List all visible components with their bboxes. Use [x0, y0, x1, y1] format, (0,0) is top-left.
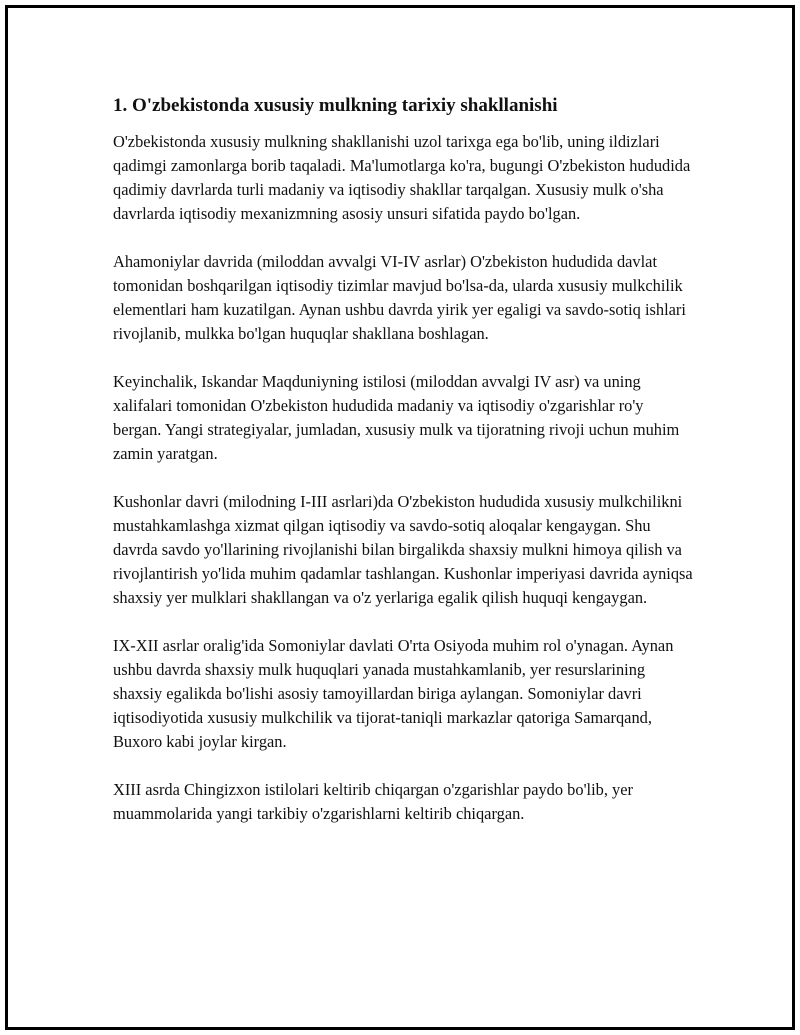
paragraph-3: Keyinchalik, Iskandar Maqduniyning istilosi (miloddan avvalgi IV asr) va uning xalifalari tomonidan O'zbekiston hududida madaniy va iqtisodiy o'zgarishlar ro'y bergan. Yangi strategiyalar, jumladan, xususiy mulk va tijoratning rivoji uchun muhim zamin yaratgan.	[113, 372, 680, 463]
paragraph-2: Ahamoniylar davrida (miloddan avvalgi VI-IV asrlar) O'zbekiston hududida davlat tomonidan boshqarilgan iqtisodiy tizimlar mavjud bo'lsa-da, ularda xususiy mulkchilik elementlari ham kuzatilgan. Aynan ushbu davrda yirik yer egaligi va savdo-sotiq ishlari rivojlanib, mulkka bo'lgan huquqlar shakllana boshlagan.	[113, 252, 686, 343]
document-body	[113, 92, 693, 850]
paragraph-1: O'zbekistonda xususiy mulkning shakllanishi uzol tarixga ega bo'lib, uning ildizlari qadimgi zamonlarga borib taqaladi. Ma'lumotlarga ko'ra, bugungi O'zbekiston hududida qadimiy davrlarda turli madaniy va iqtisodiy shakllar tarqalgan. Xususiy mulk o'sha davrlarda iqtisodiy mexanizmning asosiy unsuri sifatida paydo bo'lgan.	[113, 132, 691, 223]
paragraph-6: XIII asrda Chingizxon istilolari keltirib chiqargan o'zgarishlar paydo bo'lib, yer muammolarida yangi tarkibiy o'zgarishlarni keltirib chiqargan.	[113, 780, 633, 823]
paragraph-4: Kushonlar davri (milodning I-III asrlari)da O'zbekiston hududida xususiy mulkchilikni mustahkamlashga xizmat qilgan iqtisodiy va savdo-sotiq aloqalar kengaygan. Shu davrda savdo yo'llarining rivojlanishi bilan birgalikda shaxsiy mulkni himoya qilish va rivojlantirish yo'lida muhim qadamlar tashlangan. Kushonlar imperiyasi davrida ayniqsa shaxsiy yer mulklari shakllangan va o'z yerlariga egalik qilish huquqi kengaygan.	[113, 492, 693, 607]
paragraph-5: IX-XII asrlar oralig'ida Somoniylar davlati O'rta Osiyoda muhim rol o'ynagan. Aynan ushbu davrda shaxsiy mulk huquqlari yanada mustahkamlanib, yer resurslarining shaxsiy egalikda bo'lishi asosiy tamoyillardan biriga aylangan. Somoniylar davri iqtisodiyotida xususiy mulkchilik va tijorat-taniqli markazlar qatoriga Samarqand, Buxoro kabi joylar kirgan.	[113, 636, 674, 751]
section-heading: 1. O'zbekistonda xususiy mulkning tarixiy shakllanishi	[113, 95, 558, 116]
